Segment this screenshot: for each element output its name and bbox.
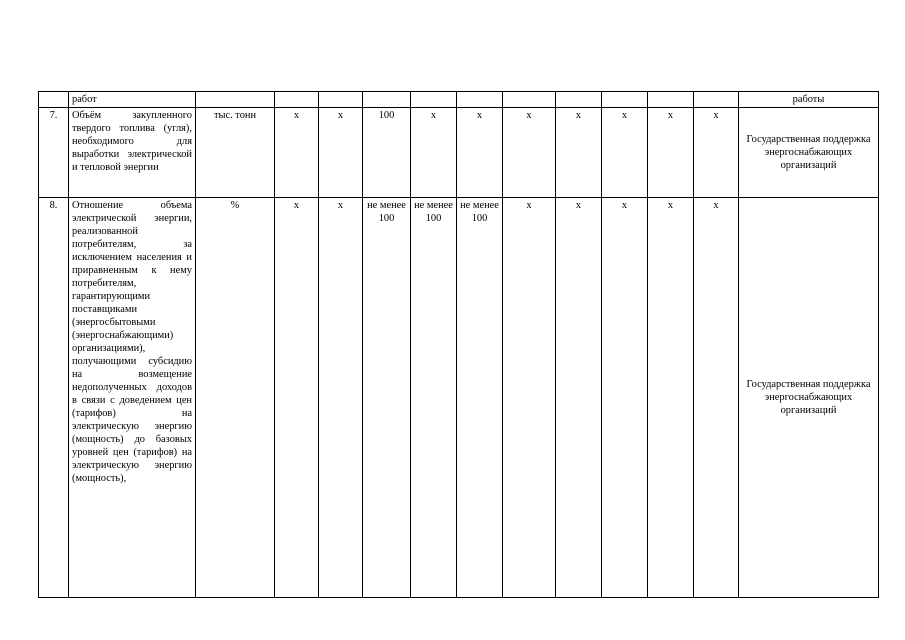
cell-num <box>39 92 69 108</box>
cell-value <box>694 92 739 108</box>
cell-value: х <box>556 198 602 598</box>
table-row-continuation <box>39 92 879 108</box>
cell-basis: Государственная поддержка энергоснабжающих организаций <box>739 198 879 598</box>
cell-unit: % <box>196 198 275 598</box>
cell-value <box>602 92 648 108</box>
cell-indicator: Объём закупленного твердого топлива (угля), необходимого для выработки электрической и тепловой энергии <box>69 108 196 198</box>
cell-value: х <box>556 108 602 198</box>
cell-value <box>411 92 457 108</box>
cell-basis: работы <box>739 92 879 108</box>
table-row-7 <box>39 108 879 198</box>
cell-value: не менее 100 <box>363 198 411 598</box>
cell-value: х <box>503 108 556 198</box>
cell-num: 8. <box>39 198 69 598</box>
cell-value: х <box>648 198 694 598</box>
cell-value: х <box>275 108 319 198</box>
cell-indicator: Отношение объема электрической энергии, реализованной потребителям, за исключением населения и приравненным к нему потребителям, гарантирующими поставщиками (энергосбытовыми (энергоснабжающими) организациями), получающими субсидию на возмещение недополученных доходов в связи с доведением цен (тарифов) на электрическую энергию (мощность) до базовых уровней цен (тарифов) на электрическую энергию (мощность), <box>69 198 196 598</box>
cell-value: х <box>457 108 503 198</box>
cell-value: х <box>602 198 648 598</box>
cell-unit: тыс. тонн <box>196 108 275 198</box>
cell-value <box>648 92 694 108</box>
cell-value: 100 <box>363 108 411 198</box>
cell-value: х <box>694 108 739 198</box>
cell-value <box>319 92 363 108</box>
cell-value: х <box>694 198 739 598</box>
cell-value <box>275 92 319 108</box>
cell-value <box>457 92 503 108</box>
cell-value: х <box>319 108 363 198</box>
cell-indicator: работ <box>69 92 196 108</box>
cell-value: не менее 100 <box>411 198 457 598</box>
cell-num: 7. <box>39 108 69 198</box>
indicators-table <box>38 91 879 598</box>
cell-value <box>556 92 602 108</box>
cell-value: х <box>648 108 694 198</box>
cell-value: х <box>275 198 319 598</box>
cell-basis: Государственная поддержка энергоснабжающих организаций <box>739 108 879 198</box>
cell-value: х <box>319 198 363 598</box>
cell-value: х <box>411 108 457 198</box>
table-row-8 <box>39 198 879 598</box>
cell-value <box>363 92 411 108</box>
cell-value <box>503 92 556 108</box>
cell-unit <box>196 92 275 108</box>
cell-value: х <box>602 108 648 198</box>
cell-value: не менее 100 <box>457 198 503 598</box>
cell-value: х <box>503 198 556 598</box>
